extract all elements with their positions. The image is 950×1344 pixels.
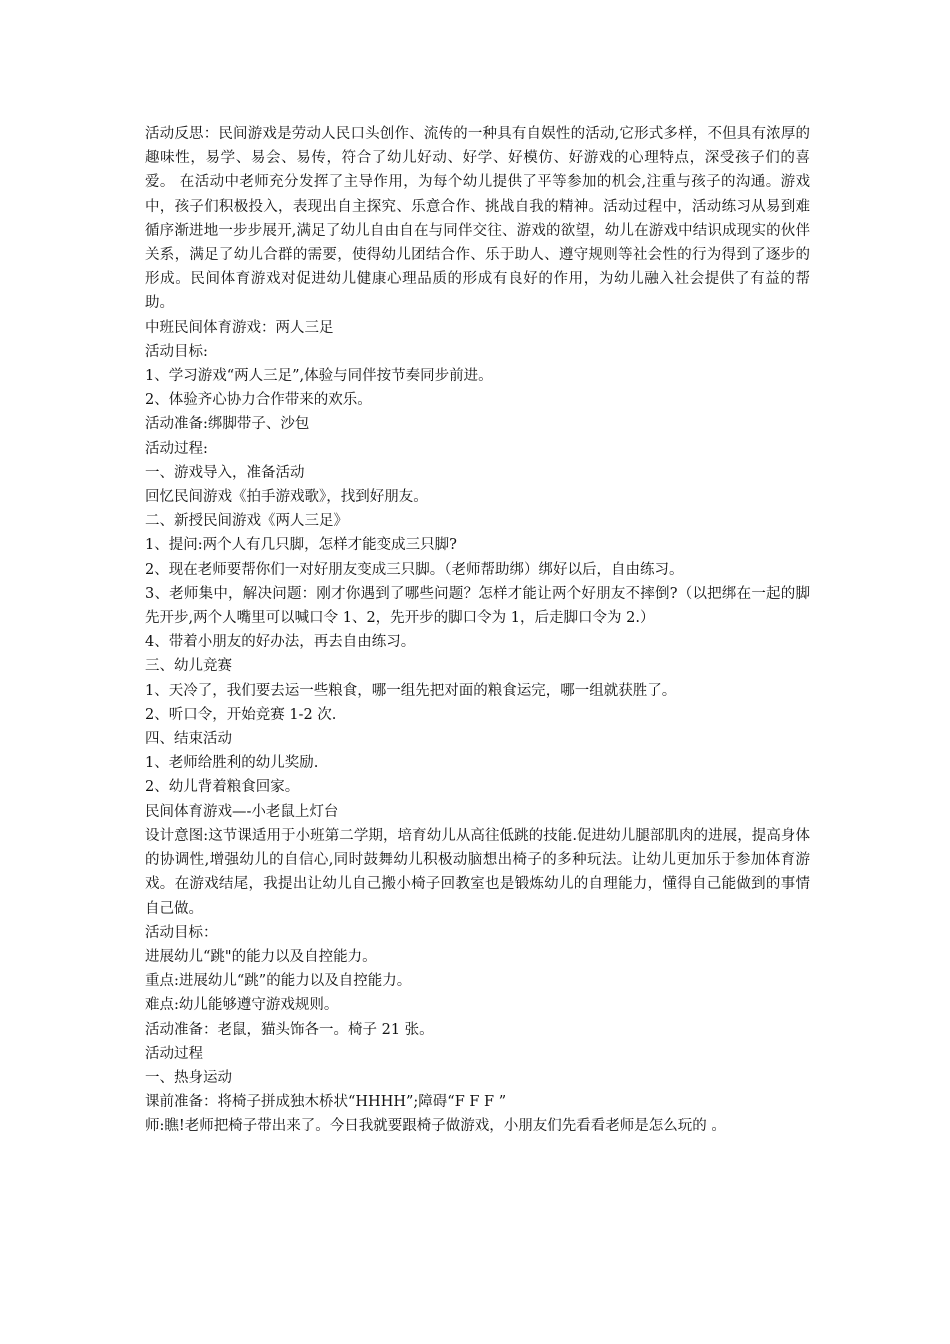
paragraph-line: 1、天冷了，我们要去运一些粮食，哪一组先把对面的粮食运完，哪一组就获胜了。 bbox=[145, 682, 677, 699]
paragraph-line: 2、现在老师要帮你们一对好朋友变成三只脚。（老师帮助绑）绑好以后，自由练习。 bbox=[145, 561, 684, 578]
paragraph-line: 师:瞧!老师把椅子带出来了。今日我就要跟椅子做游戏，小朋友们先看看老师是怎么玩的 。 bbox=[145, 1118, 726, 1135]
section-title-two-person-three-legs: 中班民间体育游戏：两人三足 bbox=[145, 319, 334, 336]
paragraph-line: 活动过程 bbox=[145, 1045, 203, 1062]
paragraph-line: 1、老师给胜利的幼儿奖励. bbox=[145, 755, 319, 772]
paragraph-line: 难点:幼儿能够遵守游戏规则。 bbox=[145, 997, 339, 1014]
paragraph-line: 活动准备:绑脚带子、沙包 bbox=[145, 416, 310, 433]
paragraph-line: 1、学习游戏“两人三足”,体验与同伴按节奏同步前进。 bbox=[145, 368, 493, 385]
paragraph-line: 2、幼儿背着粮食回家。 bbox=[145, 779, 300, 796]
paragraph-line: 活动过程: bbox=[145, 440, 208, 457]
paragraph-reflection: 活动反思：民间游戏是劳动人民口头创作、流传的一种具有自娱性的活动,它形式多样，不但具有浓厚的趣味性，易学、易会、易传，符合了幼儿好动、好学、好模仿、好游戏的心理特点，深受孩子们的喜爱。 在活动中老师充分发挥了主导作用，为每个幼儿提供了平等参加的机会,注重与孩子的沟通。游戏中，孩子们积极投入，表现出自主探究、乐意合作、挑战自我的精神。活动过程中，活动练习从易到难循序渐进地一步步展开,满足了幼儿自由自在与同伴交往、游戏的欲望，幼儿在游戏中结识成现实的伙伴关系，满足了幼儿合群的需要，使得幼儿团结合作、乐于助人、遵守规则等社会性的行为得到了逐步的形成。民间体育游戏对促进幼儿健康心理品质的形成有良好的作用，为幼儿融入社会提供了有益的帮助。 bbox=[145, 126, 810, 312]
paragraph-line: 回忆民间游戏《拍手游戏歌》，找到好朋友。 bbox=[145, 489, 428, 506]
paragraph-line: 一、游戏导入，准备活动 bbox=[145, 464, 305, 481]
paragraph-line: 活动目标： bbox=[145, 924, 218, 941]
paragraph-line: 活动目标: bbox=[145, 343, 208, 360]
paragraph-line: 1、提问:两个人有几只脚，怎样才能变成三只脚? bbox=[145, 537, 457, 554]
paragraph-line: 2、体验齐心协力合作带来的欢乐。 bbox=[145, 392, 372, 409]
document-body bbox=[145, 122, 810, 1139]
paragraph-line: 进展幼儿“跳"的能力以及自控能力。 bbox=[145, 948, 377, 965]
paragraph-line: 重点:进展幼儿“跳”的能力以及自控能力。 bbox=[145, 973, 412, 990]
paragraph-line: 四、结束活动 bbox=[145, 731, 232, 748]
paragraph-line: 三、幼儿竞赛 bbox=[145, 658, 232, 675]
paragraph-design-intent: 设计意图:这节课适用于小班第二学期，培育幼儿从高往低跳的技能.促进幼儿腿部肌肉的进展，提高身体的协调性,增强幼儿的自信心,同时鼓舞幼儿积极动脑想出椅子的多种玩法。让幼儿更加乐于参加体育游戏。在游戏结尾，我提出让幼儿自己搬小椅子回教室也是锻炼幼儿的自理能力，懂得自己能做到的事情自己做。 bbox=[145, 827, 810, 917]
section-title-little-mouse: 民间体育游戏—-小老鼠上灯台 bbox=[145, 803, 339, 820]
paragraph-line: 一、热身运动 bbox=[145, 1069, 232, 1086]
paragraph-line: 活动准备：老鼠，猫头饰各一。椅子 21 张。 bbox=[145, 1021, 434, 1038]
paragraph-line: 二、新授民间游戏《两人三足》 bbox=[145, 513, 348, 530]
paragraph-line: 2、听口令，开始竞赛 1-2 次. bbox=[145, 706, 337, 723]
paragraph-line: 3、老师集中，解决问题：刚才你遇到了哪些问题？怎样才能让两个好朋友不摔倒?（以把绑在一起的脚先开步,两个人嘴里可以喊口令 1、2，先开步的脚口令为 1，后走脚口令为 2.） bbox=[145, 585, 810, 627]
paragraph-line: 4、带着小朋友的好办法，再去自由练习。 bbox=[145, 634, 416, 651]
paragraph-line: 课前准备：将椅子拼成独木桥状“HHHH”;障碍“F F F ” bbox=[145, 1094, 507, 1111]
